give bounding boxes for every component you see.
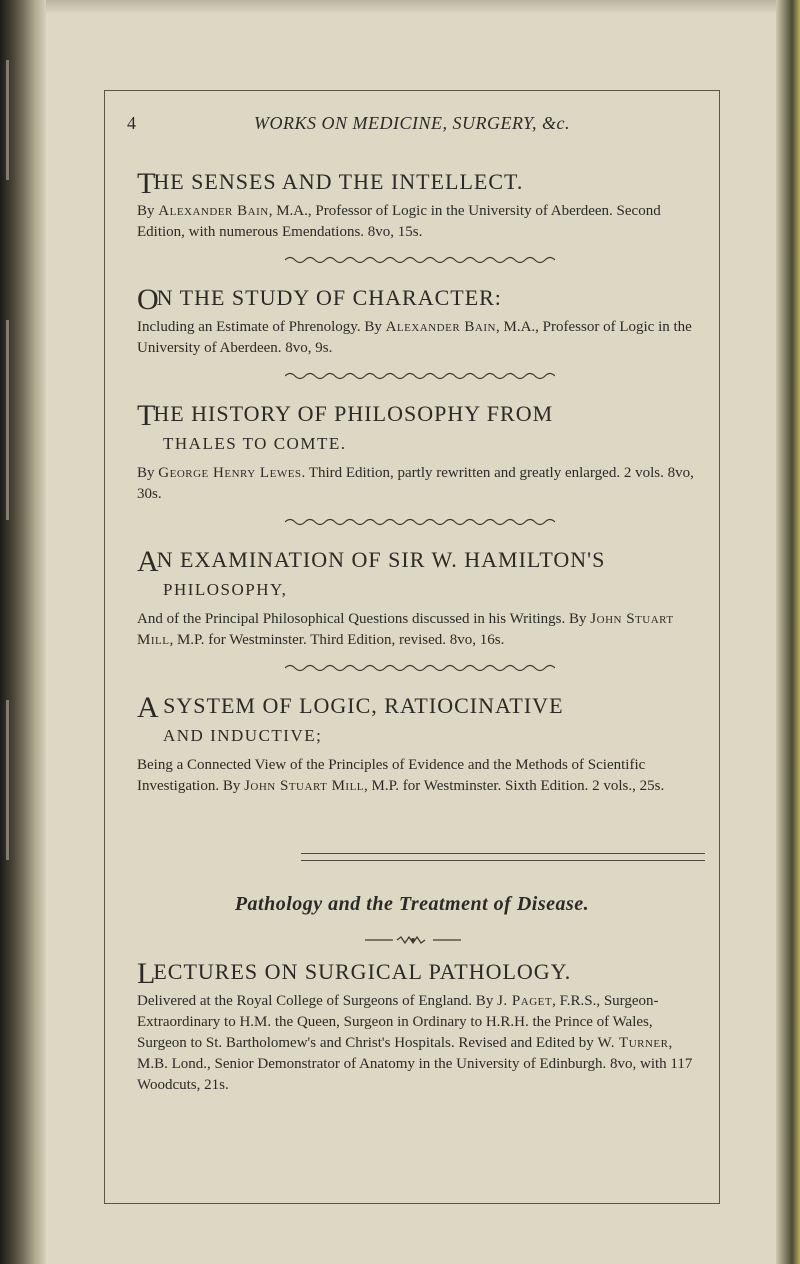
title-initial: L [137,957,157,990]
spine-stripe [6,700,9,860]
page-right-edge [776,0,800,1264]
author-name: John Stuart Mill [137,611,674,648]
title-initial: A [137,545,160,578]
author-name: George Henry Lewes [158,465,302,481]
title-text: ECTURES ON SURGICAL PATHOLOGY. [153,959,572,984]
title-text: HE HISTORY OF PHILOSOPHY FROM [153,401,554,426]
title-continuation: PHILOSOPHY, [163,580,288,599]
title-text: N THE STUDY OF CHARACTER: [156,285,502,310]
entry-senses-intellect [137,167,703,243]
author-name: Alexander Bain [385,319,496,335]
entry-description [137,755,703,797]
title-initial: O [137,283,160,316]
title-text: SYSTEM OF LOGIC, RATIOCINATIVE [156,693,564,718]
body-prefix: Being a Connected View of the Principles of Evidence and the Methods of Scientific Investigation. By [137,757,646,794]
body-text: , M.B. Lond., Senior Demonstrator of Anatomy in the University of Edinburgh. 8vo, with 117 Woodcuts, 21s. [137,1035,693,1093]
entry-title [137,691,703,749]
entry-examination-hamilton [137,545,703,651]
wavy-divider [137,255,703,269]
body-prefix: Including an Estimate of Phrenology. By [137,319,386,335]
entry-surgical-pathology [137,957,703,1096]
wavy-divider [137,517,703,531]
title-continuation: AND INDUCTIVE; [163,726,323,745]
page-top-shadow [40,0,780,14]
wavy-divider [137,371,703,385]
entry-description [137,609,703,651]
entry-title [137,167,703,200]
entry-title [137,399,703,457]
body-prefix: And of the Principal Philosophical Questions discussed in his Writings. By [137,611,591,627]
double-rule [301,853,705,861]
page-header [105,99,719,149]
entry-description [137,991,703,1096]
section-heading: Pathology and the Treatment of Disease. [234,893,590,915]
title-text: HE SENSES AND THE INTELLECT. [153,169,524,194]
wavy-divider [137,663,703,677]
entry-description [137,463,703,505]
entry-history-of-philosophy [137,399,703,505]
spine-stripe [6,320,9,520]
body-text: , F.R.S., Surgeon-Extraordinary to H.M. the Queen, Surgeon in Ordinary to H.R.H. the Prince of Wales, Surgeon to St. Bartholomew's and Christ's Hospitals. Revised and Edited by [137,993,659,1051]
body-text: , M.P. for Westminster. Third Edition, revised. 8vo, 16s. [169,632,505,648]
body-text: , M.A., Professor of Logic in the University of Aberdeen. Second Edition, with numerous Emendations. 8vo, 15s. [137,203,661,240]
author-name: John Stuart Mill [244,778,365,794]
spine-stripe [6,60,9,180]
author-name: J. Paget [497,993,553,1009]
ornament-icon [363,933,463,947]
title-text: N EXAMINATION OF SIR W. HAMILTON'S [156,547,606,572]
body-text: , M.P. for Westminster. Sixth Edition. 2 vols., 25s. [364,778,665,794]
author-name: W. Turner [597,1035,669,1051]
title-continuation: THALES TO COMTE. [163,434,347,453]
page-number: 4 [127,113,136,133]
title-initial: T [137,399,157,432]
entry-description [137,201,703,243]
author-name: Alexander Bain [158,203,269,219]
entries-list [137,167,703,797]
entry-title [137,957,703,990]
entry-description [137,317,703,359]
title-initial: T [137,167,157,200]
printed-page [104,90,720,1204]
title-initial: A [137,691,160,724]
body-text: , M.A., Professor of Logic in the University of Aberdeen. 8vo, 9s. [137,319,692,356]
body-text: . Third Edition, partly rewritten and greatly enlarged. 2 vols. 8vo, 30s. [137,465,694,502]
entry-study-of-character [137,283,703,359]
body-prefix: By [137,465,159,481]
entry-title [137,283,703,316]
entry-title [137,545,703,603]
body-prefix: By [137,203,159,219]
running-title: WORKS ON MEDICINE, SURGERY, &c. [254,113,570,133]
body-prefix: Delivered at the Royal College of Surgeons of England. By [137,993,498,1009]
book-spine-edge [0,0,46,1264]
entry-system-of-logic [137,691,703,797]
